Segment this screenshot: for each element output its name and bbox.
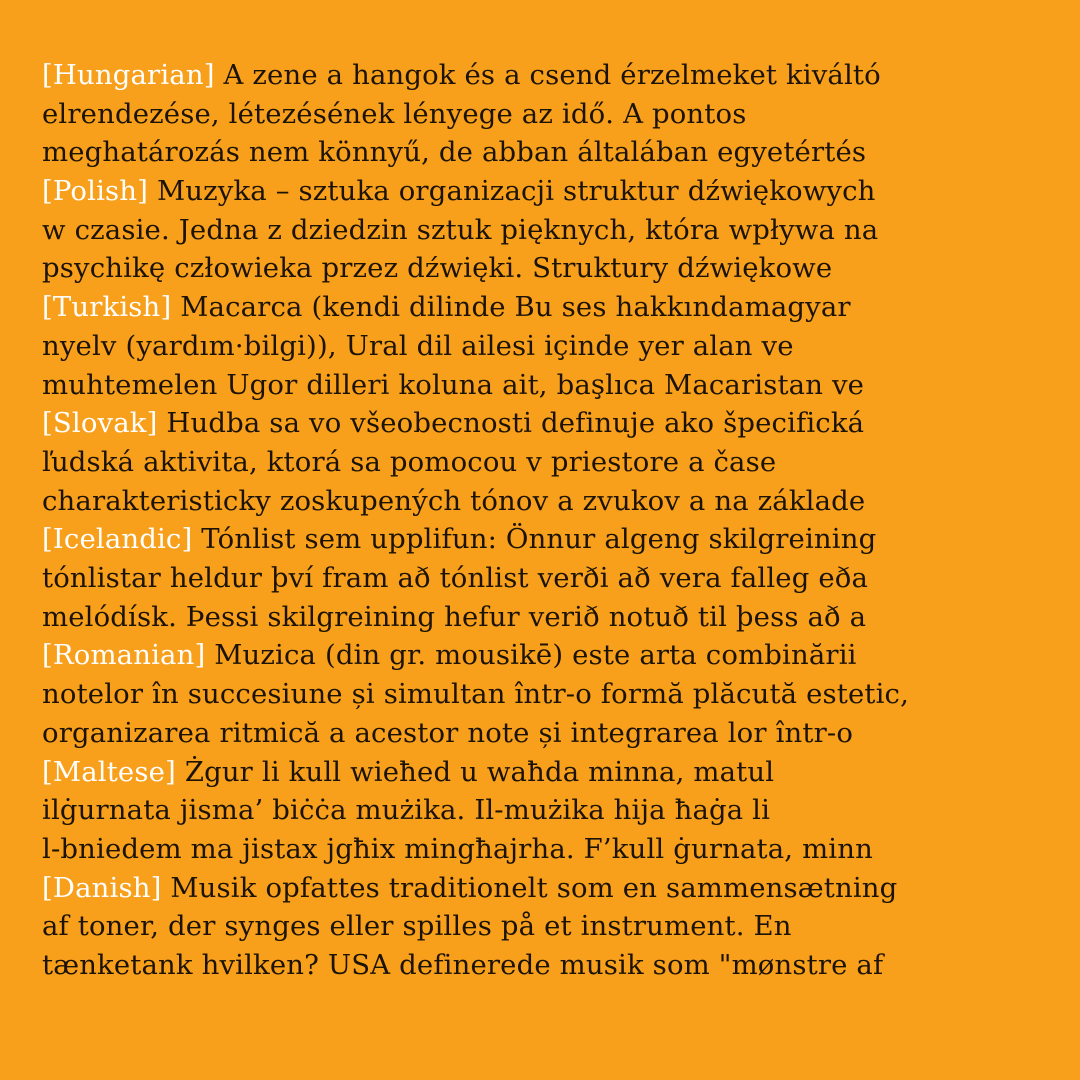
language-tag: [Danish] xyxy=(42,871,162,904)
paragraph-romanian xyxy=(42,636,1042,752)
paragraph-line: nyelv (yardım·bilgi)), Ural dil ailesi içinde yer alan ve xyxy=(42,329,794,362)
language-tag-label: Polish xyxy=(52,175,138,208)
paragraph-line: meghatározás nem könnyű, de abban általában egyetértés xyxy=(42,136,867,169)
paragraph-slovak xyxy=(42,404,1042,520)
multilingual-text-block xyxy=(42,56,1042,985)
paragraph-line: tónlistar heldur því fram að tónlist verði að vera falleg eða xyxy=(42,562,869,595)
paragraph-line: charakteristicky zoskupených tónov a zvukov a na základe xyxy=(42,484,866,517)
paragraph-text: Tónlist sem upplifun: Önnur algeng skilgreining xyxy=(201,523,877,556)
paragraph-polish xyxy=(42,172,1042,288)
paragraph-line xyxy=(42,753,1042,792)
paragraph-line xyxy=(42,288,1042,327)
language-tag-label: Romanian xyxy=(52,639,195,672)
paragraph-danish xyxy=(42,869,1042,985)
paragraph-line: psychikę człowieka przez dźwięki. Struktury dźwiękowe xyxy=(42,252,833,285)
paragraph-line: muhtemelen Ugor dilleri koluna ait, başlıca Macaristan ve xyxy=(42,368,865,401)
paragraph-line: notelor în succesiune și simultan într-o formă plăcută estetic, xyxy=(42,678,909,711)
language-tag: [Slovak] xyxy=(42,407,158,440)
language-tag-label: Icelandic xyxy=(52,523,182,556)
paragraph-line xyxy=(42,56,1042,95)
language-tag: [Icelandic] xyxy=(42,523,193,556)
paragraph-line: af toner, der synges eller spilles på et instrument. En xyxy=(42,910,792,943)
language-tag-label: Slovak xyxy=(52,407,147,440)
language-tag-label: Danish xyxy=(52,871,151,904)
paragraph-line: elrendezése, létezésének lényege az idő. A pontos xyxy=(42,97,747,130)
language-tag-label: Turkish xyxy=(52,291,161,324)
paragraph-hungarian xyxy=(42,56,1042,172)
language-tag: [Romanian] xyxy=(42,639,206,672)
paragraph-line xyxy=(42,404,1042,443)
paragraph-text: A zene a hangok és a csend érzelmeket kiváltó xyxy=(223,59,881,91)
language-tag-label: Maltese xyxy=(52,755,166,788)
paragraph-text: Macarca (kendi dilinde Bu ses hakkındamagyar xyxy=(180,291,851,324)
paragraph-line: l-bniedem ma jistax jgħix mingħajrha. F’kull ġurnata, minn xyxy=(42,832,873,865)
language-tag: [Turkish] xyxy=(42,291,172,324)
paragraph-line xyxy=(42,869,1042,908)
paragraph-line xyxy=(42,636,1042,675)
paragraph-text: Muzica (din gr. mousikē) este arta combinării xyxy=(214,639,857,672)
paragraph-line: w czasie. Jedna z dziedzin sztuk pięknych, która wpływa na xyxy=(42,213,879,246)
paragraph-line: ilġurnata jisma’ biċċa mużika. Il-mużika hija ħaġa li xyxy=(42,794,771,827)
paragraph-text: Hudba sa vo všeobecnosti definuje ako špecifická xyxy=(166,407,865,440)
paragraph-text: Musik opfattes traditionelt som en sammensætning xyxy=(170,871,898,904)
paragraph-line xyxy=(42,520,1042,559)
paragraph-line xyxy=(42,172,1042,211)
paragraph-line: organizarea ritmică a acestor note și integrarea lor într-o xyxy=(42,716,854,749)
language-tag-label: Hungarian xyxy=(52,59,204,91)
paragraph-text: Muzyka – sztuka organizacji struktur dźwiękowych xyxy=(156,175,876,208)
paragraph-icelandic xyxy=(42,520,1042,636)
language-tag: [Hungarian] xyxy=(42,59,215,91)
paragraph-text: Żgur li kull wieħed u waħda minna, matul xyxy=(184,755,775,788)
paragraph-turkish xyxy=(42,288,1042,404)
paragraph-line: ľudská aktivita, ktorá sa pomocou v priestore a čase xyxy=(42,445,777,478)
paragraph-line: tænketank hvilken? USA definerede musik som "mønstre af xyxy=(42,949,884,982)
language-tag: [Maltese] xyxy=(42,755,176,788)
paragraph-line: melódísk. Þessi skilgreining hefur verið notuð til þess að a xyxy=(42,600,867,633)
paragraph-maltese xyxy=(42,753,1042,869)
language-tag: [Polish] xyxy=(42,175,149,208)
